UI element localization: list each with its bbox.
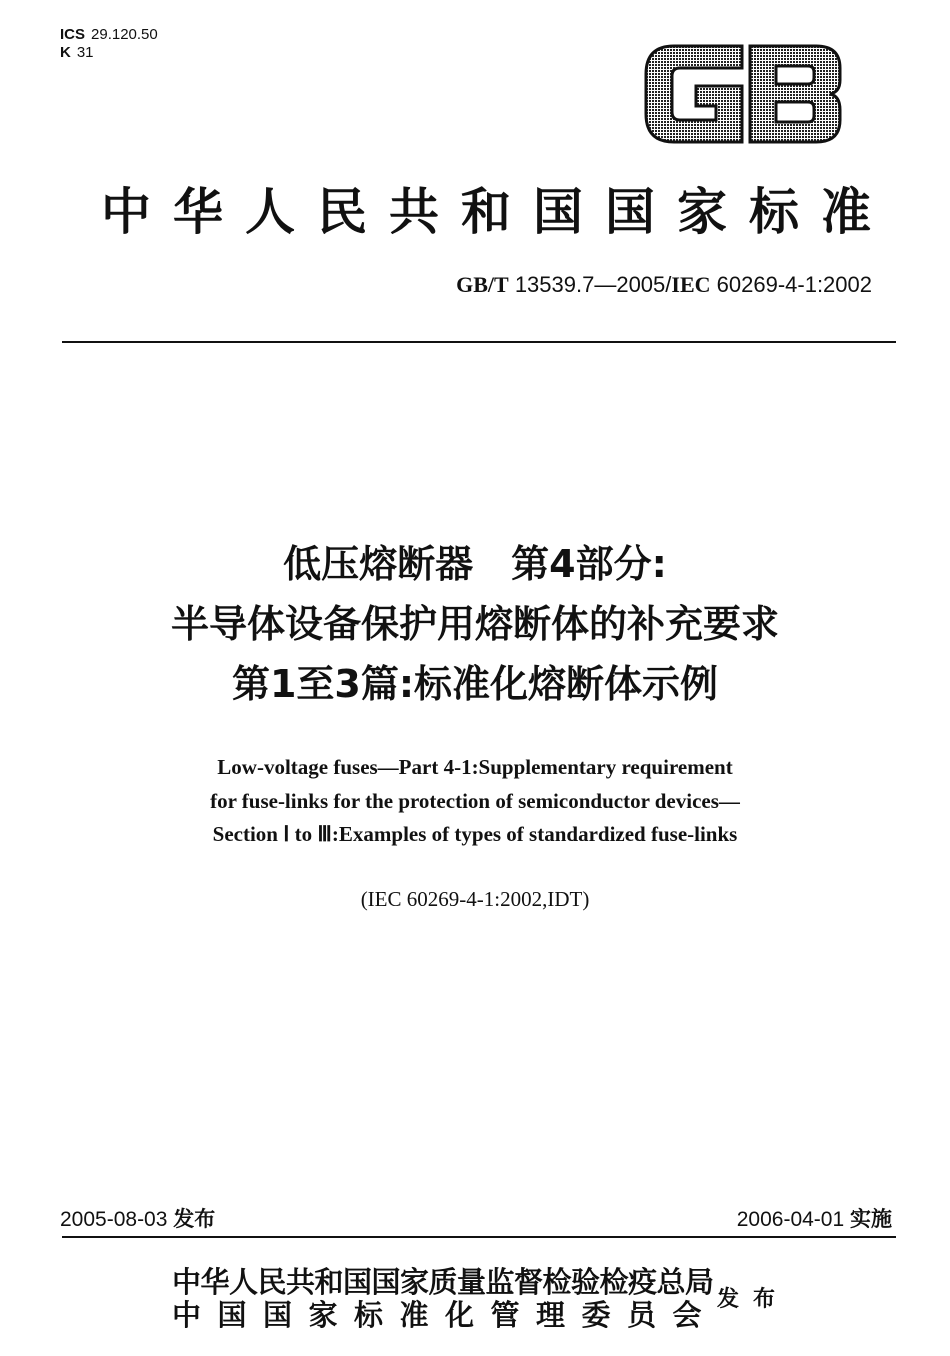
publish-label: 发布 [717, 1286, 790, 1312]
iec-prefix: IEC [671, 272, 711, 297]
gb-logo [640, 40, 846, 148]
issuer-sac: 中国国家标准化管理委员会 [172, 1298, 719, 1332]
issuer-aqsiq: 中华人民共和国国家质量监督检验检疫总局 [172, 1265, 714, 1299]
issue-date-value: 2005-08-03 [60, 1208, 168, 1231]
title-cn-line-1: 低压熔断器 第4部分: [283, 542, 667, 586]
title-cn-line-2: 半导体设备保护用熔断体的补充要求 [170, 602, 779, 646]
standard-number [456, 272, 872, 298]
standard-code: 13539.7—2005/ [514, 272, 672, 297]
title-cn-line-3: 第1至3篇:标准化熔断体示例 [231, 662, 719, 706]
k-value: 31 [76, 44, 94, 61]
standard-prefix: GB/T [456, 272, 509, 297]
implementation-date-value: 2006-04-01 [736, 1208, 845, 1231]
title-en-line-1: Low-voltage fuses—Part 4-1:Supplementary requirement [217, 755, 733, 779]
iec-code: 60269-4-1:2002 [716, 272, 872, 297]
implementation-label: 实施 [850, 1207, 892, 1231]
k-code [60, 44, 158, 62]
header-divider [62, 341, 896, 343]
issue-label: 发布 [173, 1207, 216, 1231]
ics-value: 29.120.50 [91, 26, 158, 43]
footer-divider [62, 1236, 896, 1238]
k-label: K [60, 44, 71, 61]
implementation-date [737, 1203, 892, 1233]
iec-reference: (IEC 60269-4-1:2002,IDT) [360, 887, 590, 911]
classification-codes [60, 26, 158, 62]
ics-code [60, 26, 158, 44]
ics-label: ICS [60, 26, 86, 43]
title-en-line-3: Section Ⅰ to Ⅲ:Examples of types of standardized fuse-links [212, 822, 738, 846]
national-standard-title: 中华人民共和国国家标准 [101, 182, 893, 241]
title-en-line-2: for fuse-links for the protection of semiconductor devices— [210, 789, 740, 813]
issue-date [60, 1203, 215, 1233]
